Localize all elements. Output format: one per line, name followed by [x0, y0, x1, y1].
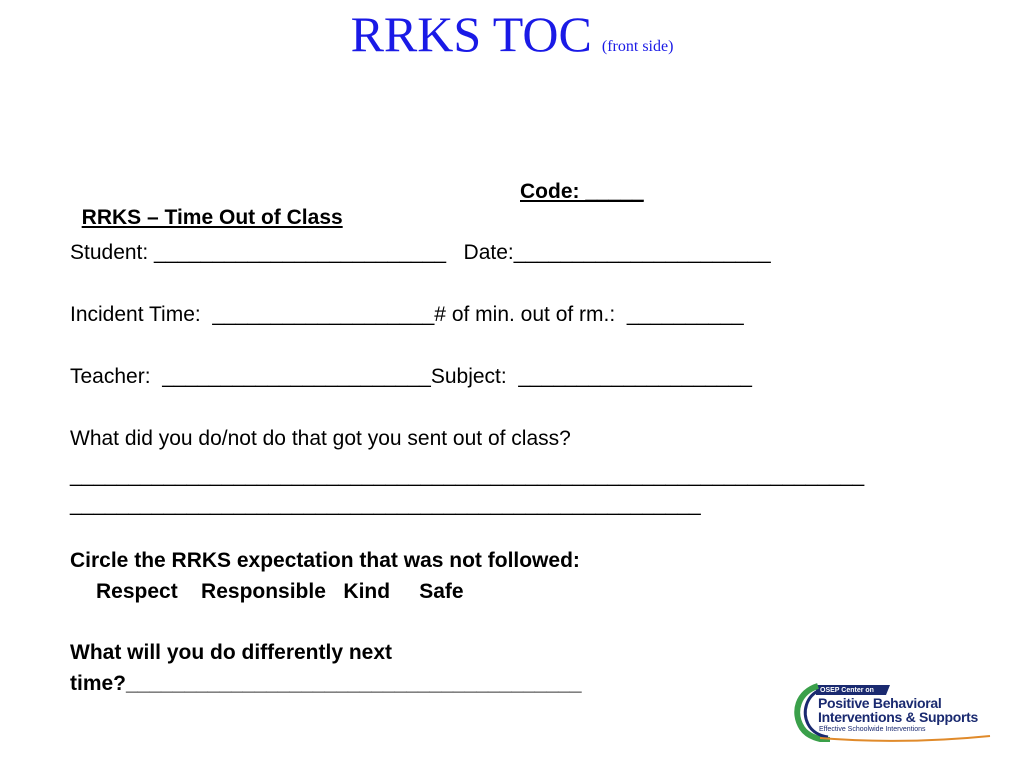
expectation-options: Respect Responsible Kind Safe — [96, 580, 464, 603]
answer-line-2: ______________________________________________________ — [70, 493, 701, 516]
logo-line1-text: Positive Behavioral — [818, 695, 942, 711]
title-subtitle: (front side) — [601, 38, 674, 55]
answer-line-1: ____________________________________________________________________ — [70, 464, 865, 487]
logo-osep-text: OSEP Center on — [820, 687, 874, 694]
title-main: RRKS TOC — [350, 6, 592, 62]
incident-time-field: Incident Time: ___________________# of min. out of rm.: __________ — [70, 303, 744, 326]
question-what-will-you-do: What will you do differently next — [70, 641, 393, 664]
teacher-subject-field: Teacher: _______________________Subject: ____________________ — [70, 365, 752, 388]
student-date-field: Student: _________________________ Date:______________________ — [70, 241, 771, 264]
logo-line3-text: Effective Schoolwide Interventions — [819, 726, 926, 733]
page-title — [0, 6, 1024, 62]
pbis-logo — [790, 682, 996, 742]
answer-line-3: time?_______________________________________ — [70, 672, 582, 695]
logo-line2-text: Interventions & Supports — [818, 709, 979, 725]
question-what-did-you-do: What did you do/not do that got you sent out of class? — [70, 427, 571, 450]
form-heading: RRKS – Time Out of Class — [81, 206, 343, 229]
circle-expectation-prompt: Circle the RRKS expectation that was not followed: — [70, 549, 580, 572]
code-field: Code: _____ — [520, 180, 644, 203]
